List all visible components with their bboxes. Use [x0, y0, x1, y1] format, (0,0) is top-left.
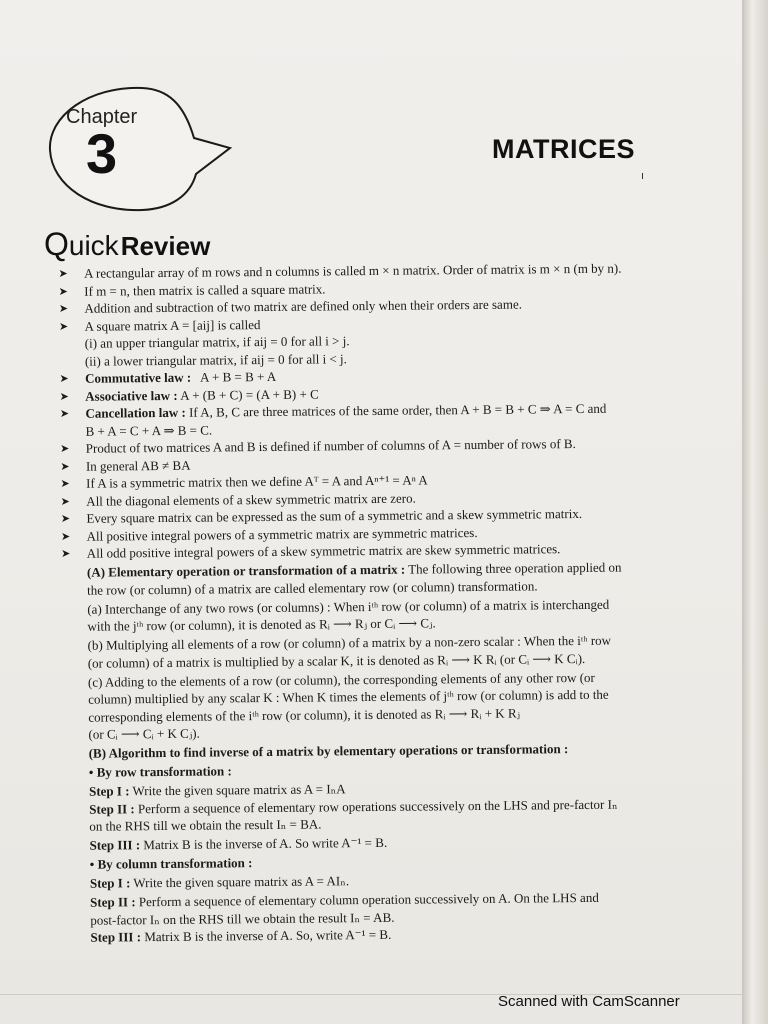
arrow-bullet-icon: ➤	[59, 372, 69, 385]
list-item: ➤ Commutative law : A + B = B + A	[57, 365, 677, 387]
step-continuation: post-factor Iₙ on the RHS till we obtain the result Iₙ = AB.	[90, 909, 395, 928]
list-item: ➤ All odd positive integral powers of a skew symmetric matrix are skew symmetric matrices.	[59, 540, 679, 562]
section-a-intro: (A) Elementary operation or transformation of a matrix : The following three operation applied on	[86, 559, 622, 580]
arrow-bullet-icon: ➤	[59, 407, 70, 420]
section-b-heading: (B) Algorithm to find inverse of a matrix by elementary operations or transformation :	[88, 741, 569, 761]
arrow-bullet-icon: ➤	[60, 512, 71, 525]
operation-b: (b) Multiplying all elements of a row (or column) of a matrix by a non-zero scalar : When the iᵗʰ row	[87, 632, 612, 653]
arrow-bullet-icon: ➤	[58, 302, 69, 315]
arrow-bullet-icon: ➤	[58, 285, 68, 298]
step: Step I : Write the given square matrix as A = IₙA	[88, 781, 346, 799]
chapter-number: 3	[86, 122, 118, 185]
book-spine-edge	[742, 0, 768, 1024]
list-item: ➤ All positive integral powers of a symmetric matrix are symmetric matrices.	[59, 523, 679, 545]
quick-review-heading	[44, 226, 210, 263]
quick-review-review: Review	[120, 231, 211, 261]
step: Step II : Perform a sequence of elementary column operation successively on A. On the LHS and	[90, 889, 599, 910]
sub-item: (i) an upper triangular matrix, if aij = 0 for all i > j.	[84, 333, 350, 351]
arrow-bullet-icon: ➤	[59, 390, 69, 403]
arrow-bullet-icon: ➤	[61, 547, 71, 560]
list-item: ➤ Cancellation law : If A, B, C are three matrices of the same order, then A + B = B + C ⇒ A = C and	[57, 400, 677, 422]
review-content	[56, 260, 683, 947]
arrow-bullet-icon: ➤	[60, 442, 70, 455]
list-item: ➤ A square matrix A = [aij] is called	[57, 313, 677, 335]
arrow-bullet-icon: ➤	[58, 267, 68, 280]
step: Step II : Perform a sequence of elementary row operations successively on the LHS and pre-factor Iₙ	[89, 796, 618, 817]
print-mark	[642, 173, 643, 179]
chapter-badge-icon	[44, 78, 234, 218]
quick-review-q: Q	[44, 226, 69, 262]
step: Step III : Matrix B is the inverse of A. So, write A⁻¹ = B.	[90, 926, 392, 945]
list-item: ➤ If m = n, then matrix is called a square matrix.	[56, 278, 676, 300]
list-item: ➤ Every square matrix can be expressed as the sum of a symmetric and a skew symmetric matrix.	[58, 505, 678, 527]
sub-item: (ii) a lower triangular matrix, if aij = 0 for all i < j.	[84, 350, 347, 369]
list-item: ➤ Product of two matrices A and B is defined if number of columns of A = number of rows of B.	[58, 435, 678, 457]
operation-c: (c) Adding to the elements of a row (or column), the corresponding elements of any other row (or	[87, 669, 595, 690]
list-item: ➤ If A is a symmetric matrix then we define Aᵀ = A and Aⁿ⁺¹ = Aⁿ A	[58, 470, 678, 492]
list-item: ➤ Associative law : A + (B + C) = (A + B) + C	[57, 383, 677, 405]
list-item: ➤ A rectangular array of m rows and n columns is called m × n matrix. Order of matrix is m × n (m by n).	[56, 260, 676, 282]
arrow-bullet-icon: ➤	[58, 320, 69, 333]
arrow-bullet-icon: ➤	[60, 495, 70, 508]
section-a-intro-cont: the row (or column) of a matrix are called elementary row (or column) transformation.	[87, 577, 538, 598]
arrow-bullet-icon: ➤	[60, 460, 70, 473]
list-item: ➤ All the diagonal elements of a skew symmetric matrix are zero.	[58, 488, 678, 510]
section-a-heading: (A) Elementary operation or transformation of a matrix :	[86, 561, 406, 580]
step-continuation: on the RHS till we obtain the result Iₙ = BA.	[89, 816, 322, 834]
arrow-bullet-icon: ➤	[60, 530, 71, 543]
operation-a: with the jᵗʰ row (or column), it is denoted as Rᵢ ⟶ Rⱼ or Cᵢ ⟶ Cⱼ.	[87, 615, 436, 634]
list-item: ➤ In general AB ≠ BA	[58, 453, 678, 475]
camscanner-watermark: Scanned with CamScanner	[498, 993, 680, 1010]
law-label: Cancellation law :	[85, 404, 186, 421]
list-item: ➤ Addition and subtraction of two matrix are defined only when their orders are same.	[56, 295, 676, 317]
row-transform-heading: • By row transformation :	[88, 763, 232, 780]
operation-a: (a) Interchange of any two rows (or columns) : When iᵗʰ row (or column) of a matrix is interchanged	[87, 596, 610, 617]
step: Step I : Write the given square matrix as A = AIₙ.	[89, 873, 350, 891]
chapter-label: Chapter	[66, 106, 138, 128]
page-title: MATRICES	[492, 134, 635, 164]
law-label: Commutative law :	[85, 369, 192, 386]
operation-c: (or Cᵢ ⟶ Cᵢ + K Cⱼ).	[88, 725, 200, 742]
operation-c: column) multiplied by any scalar K : When K times the elements of jᵗʰ row (or column) is add to the	[88, 686, 609, 707]
step: Step III : Matrix B is the inverse of A. So write A⁻¹ = B.	[89, 834, 388, 853]
law-label: Associative law :	[85, 387, 178, 404]
quick-review-uick: uick	[68, 230, 119, 261]
operation-b: (or column) of a matrix is multiplied by a scalar K, it is denoted as Rᵢ ⟶ K Rᵢ (or Cᵢ ⟶ K Cᵢ).	[87, 650, 586, 671]
operation-c: corresponding elements of the iᵗʰ row (or column), it is denoted as Rᵢ ⟶ Rᵢ + K Rⱼ	[88, 705, 521, 725]
column-transform-heading: • By column transformation :	[89, 855, 253, 872]
list-item-continuation: B + A = C + A ⇒ B = C.	[85, 422, 213, 439]
arrow-bullet-icon: ➤	[60, 477, 70, 490]
